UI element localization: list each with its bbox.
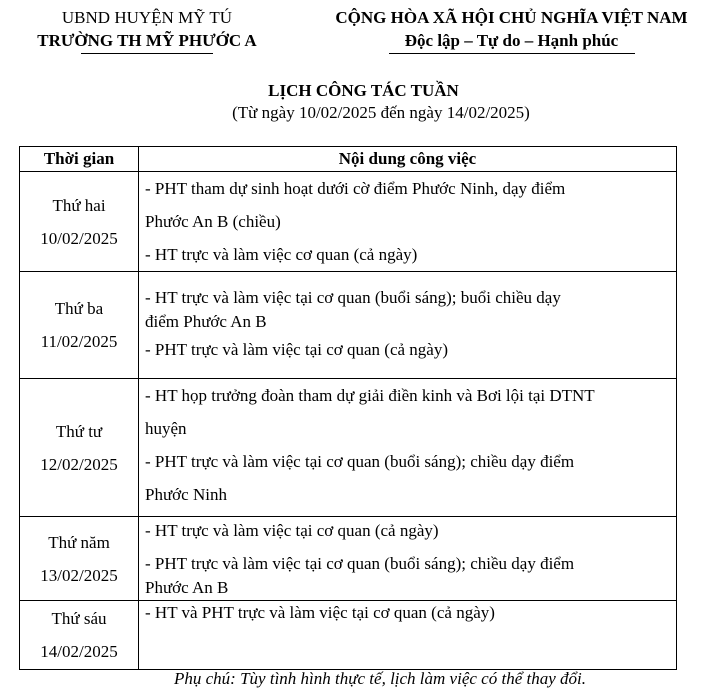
motto: Độc lập – Tự do – Hạnh phúc	[404, 31, 619, 50]
time-cell	[20, 517, 139, 601]
column-header-time: Thời gian	[20, 147, 139, 172]
document-title: LỊCH CÔNG TÁC TUẦN	[268, 81, 459, 100]
date-range: (Từ ngày 10/02/2025 đến ngày 14/02/2025)	[232, 103, 530, 122]
table-row	[20, 379, 677, 517]
country-name: CỘNG HÒA XÃ HỘI CHỦ NGHĨA VIỆT NAM	[335, 8, 688, 27]
content-cell	[139, 379, 677, 517]
school-name: TRƯỜNG TH MỸ PHƯỚC A	[37, 31, 257, 50]
time-cell	[20, 379, 139, 517]
task-line: - PHT trực và làm việc tại cơ quan (buổi sáng); chiều dạy điểm	[145, 554, 575, 573]
content-cell	[139, 517, 677, 601]
table-row	[20, 272, 677, 379]
task-line: - PHT trực và làm việc tại cơ quan (cả ngày)	[145, 340, 448, 359]
issuer-block	[0, 6, 294, 54]
time-cell	[20, 172, 139, 272]
district-name: UBND HUYỆN MỸ TÚ	[61, 8, 233, 27]
date-label: 11/02/2025	[40, 332, 118, 351]
time-cell	[20, 272, 139, 379]
task-line: Phước An B	[145, 578, 229, 597]
date-label: 13/02/2025	[40, 565, 118, 585]
national-motto-block	[296, 6, 727, 54]
footnote: Phụ chú: Tùy tình hình thực tế, lịch làm việc có thể thay đổi.	[174, 669, 586, 688]
task-line: Phước Ninh	[145, 485, 227, 504]
table-header-row	[20, 147, 677, 172]
task-line: - HT trực và làm việc cơ quan (cả ngày)	[145, 245, 418, 264]
date-label: 12/02/2025	[40, 454, 118, 474]
motto-underline	[389, 53, 635, 54]
schedule-table	[19, 146, 677, 670]
date-label: 14/02/2025	[40, 642, 118, 661]
column-header-content: Nội dung công việc	[139, 147, 677, 172]
date-label: 10/02/2025	[40, 228, 118, 248]
issuer-underline	[81, 53, 213, 54]
task-line: - HT họp trưởng đoàn tham dự giải điền kinh và Bơi lội tại DTNT	[145, 386, 595, 405]
task-line: điểm Phước An B	[145, 312, 267, 331]
task-line: - PHT tham dự sinh hoạt dưới cờ điểm Phước Ninh, dạy điểm	[145, 179, 566, 198]
day-label: Thứ ba	[54, 299, 104, 318]
day-label: Thứ năm	[48, 532, 110, 552]
table-row	[20, 601, 677, 670]
task-line: huyện	[145, 419, 187, 438]
content-cell	[139, 272, 677, 379]
task-line: - HT và PHT trực và làm việc tại cơ quan (cả ngày)	[145, 603, 495, 622]
table-row	[20, 172, 677, 272]
task-line: - PHT trực và làm việc tại cơ quan (buổi sáng); chiều dạy điểm	[145, 452, 575, 471]
day-label: Thứ tư	[55, 421, 103, 441]
day-label: Thứ hai	[52, 195, 106, 215]
content-cell	[139, 601, 677, 670]
day-label: Thứ sáu	[51, 609, 107, 628]
task-line: Phước An B (chiều)	[145, 212, 281, 231]
task-line: - HT trực và làm việc tại cơ quan (buổi sáng); buổi chiều dạy	[145, 288, 561, 307]
content-cell	[139, 172, 677, 272]
table-row	[20, 517, 677, 601]
task-line: - HT trực và làm việc tại cơ quan (cả ngày)	[145, 521, 439, 540]
time-cell	[20, 601, 139, 670]
